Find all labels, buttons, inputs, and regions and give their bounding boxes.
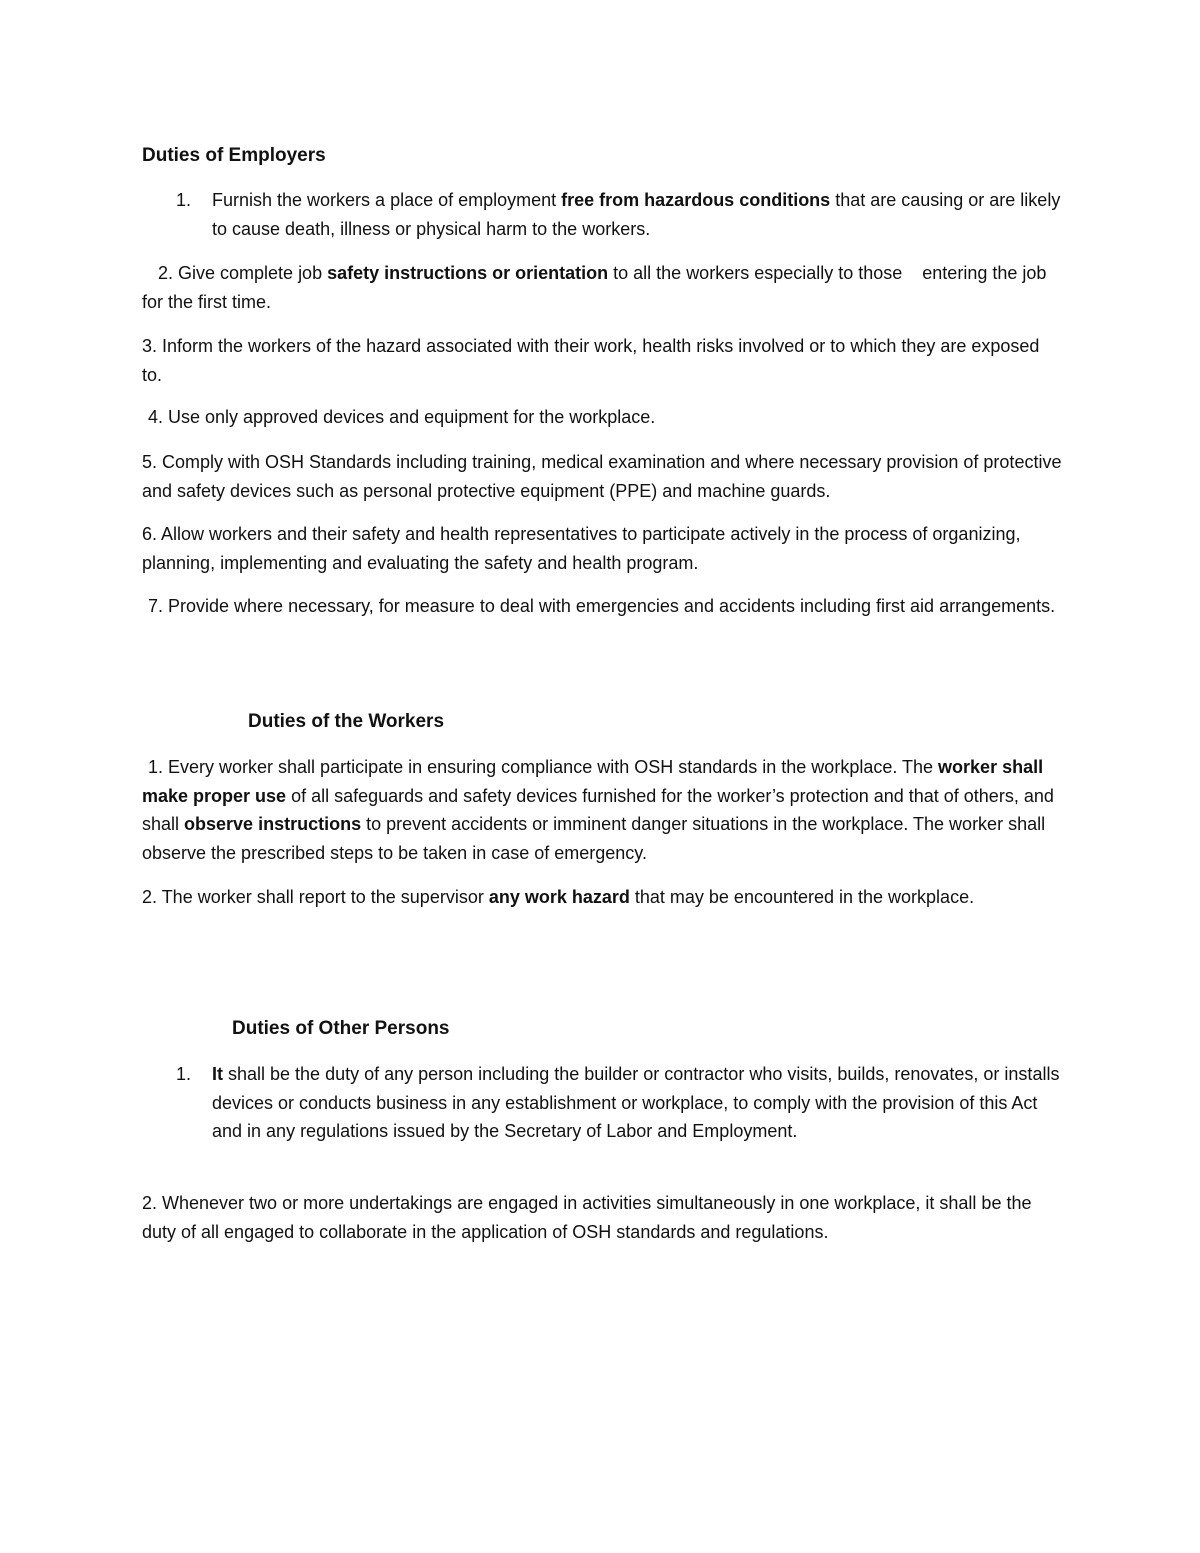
- paragraph-employers-2: [142, 259, 1062, 316]
- list-item-others-1: [212, 1060, 1062, 1146]
- text-run: Furnish the workers a place of employment: [212, 190, 562, 210]
- paragraph-workers-1: [142, 753, 1062, 867]
- text-run: 2. The worker shall report to the supervisor: [142, 887, 489, 907]
- paragraph-employers-6: 6. Allow workers and their safety and health representatives to participate actively in the process of organizing, planning, implementing and evaluating the safety and health program.: [142, 524, 1021, 573]
- paragraph-employers-7: 7. Provide where necessary, for measure to deal with emergencies and accidents including first aid arrangements.: [148, 596, 1056, 616]
- section-heading-workers: Duties of the Workers: [248, 711, 445, 732]
- text-run: shall be the duty of any person including the builder or contractor who visits, builds, renovates, or installs devices or conducts business in any establishment or workplace, to comply with the provision of this Act and in any regulations issued by the Secretary of Labor and Employment.: [212, 1064, 1060, 1141]
- list-marker: 1.: [176, 1064, 192, 1084]
- bold-text: worker shall make proper use: [142, 757, 1044, 806]
- paragraph-employers-5: 5. Comply with OSH Standards including training, medical examination and where necessary provision of protective and safety devices such as personal protective equipment (PPE) and machine guards.: [142, 452, 1062, 501]
- text-run: of all safeguards and safety devices furnished for the worker’s protection and that of others, and shall: [142, 785, 1054, 834]
- bold-text: safety instructions or orientation: [327, 263, 609, 283]
- section-heading-employers: Duties of Employers: [142, 145, 326, 166]
- text-run: to prevent accidents or imminent danger situations in the workplace. The worker shall observe the prescribed steps to be taken in case of emergency.: [142, 814, 1046, 863]
- bold-text: observe instructions: [184, 814, 362, 834]
- paragraph-others-2: 2. Whenever two or more undertakings are engaged in activities simultaneously in one workplace, it shall be the duty of all engaged to collaborate in the application of OSH standards and regulations.: [142, 1193, 1032, 1242]
- paragraph-workers-2: [142, 883, 1072, 912]
- text-run: 2. Give complete job: [158, 263, 328, 283]
- text-run: that are causing or are likely to cause death, illness or physical harm to the workers.: [212, 190, 1061, 239]
- text-run: 1. Every worker shall participate in ensuring compliance with OSH standards in the workplace. The: [148, 757, 939, 777]
- bold-text: free from hazardous conditions: [561, 190, 831, 210]
- text-run: that may be encountered in the workplace.: [629, 887, 975, 907]
- list-marker: 1.: [176, 190, 192, 210]
- paragraph-employers-4: 4. Use only approved devices and equipment for the workplace.: [148, 407, 656, 427]
- bold-text: any work hazard: [488, 887, 630, 907]
- list-item-employers-1: [212, 186, 1062, 243]
- text-run: to all the workers especially to those entering the job for the first time.: [142, 263, 1052, 312]
- paragraph-employers-3: 3. Inform the workers of the hazard associated with their work, health risks involved or to which they are exposed to.: [142, 336, 1040, 385]
- bold-text: It: [212, 1064, 223, 1084]
- section-heading-others: Duties of Other Persons: [232, 1018, 450, 1039]
